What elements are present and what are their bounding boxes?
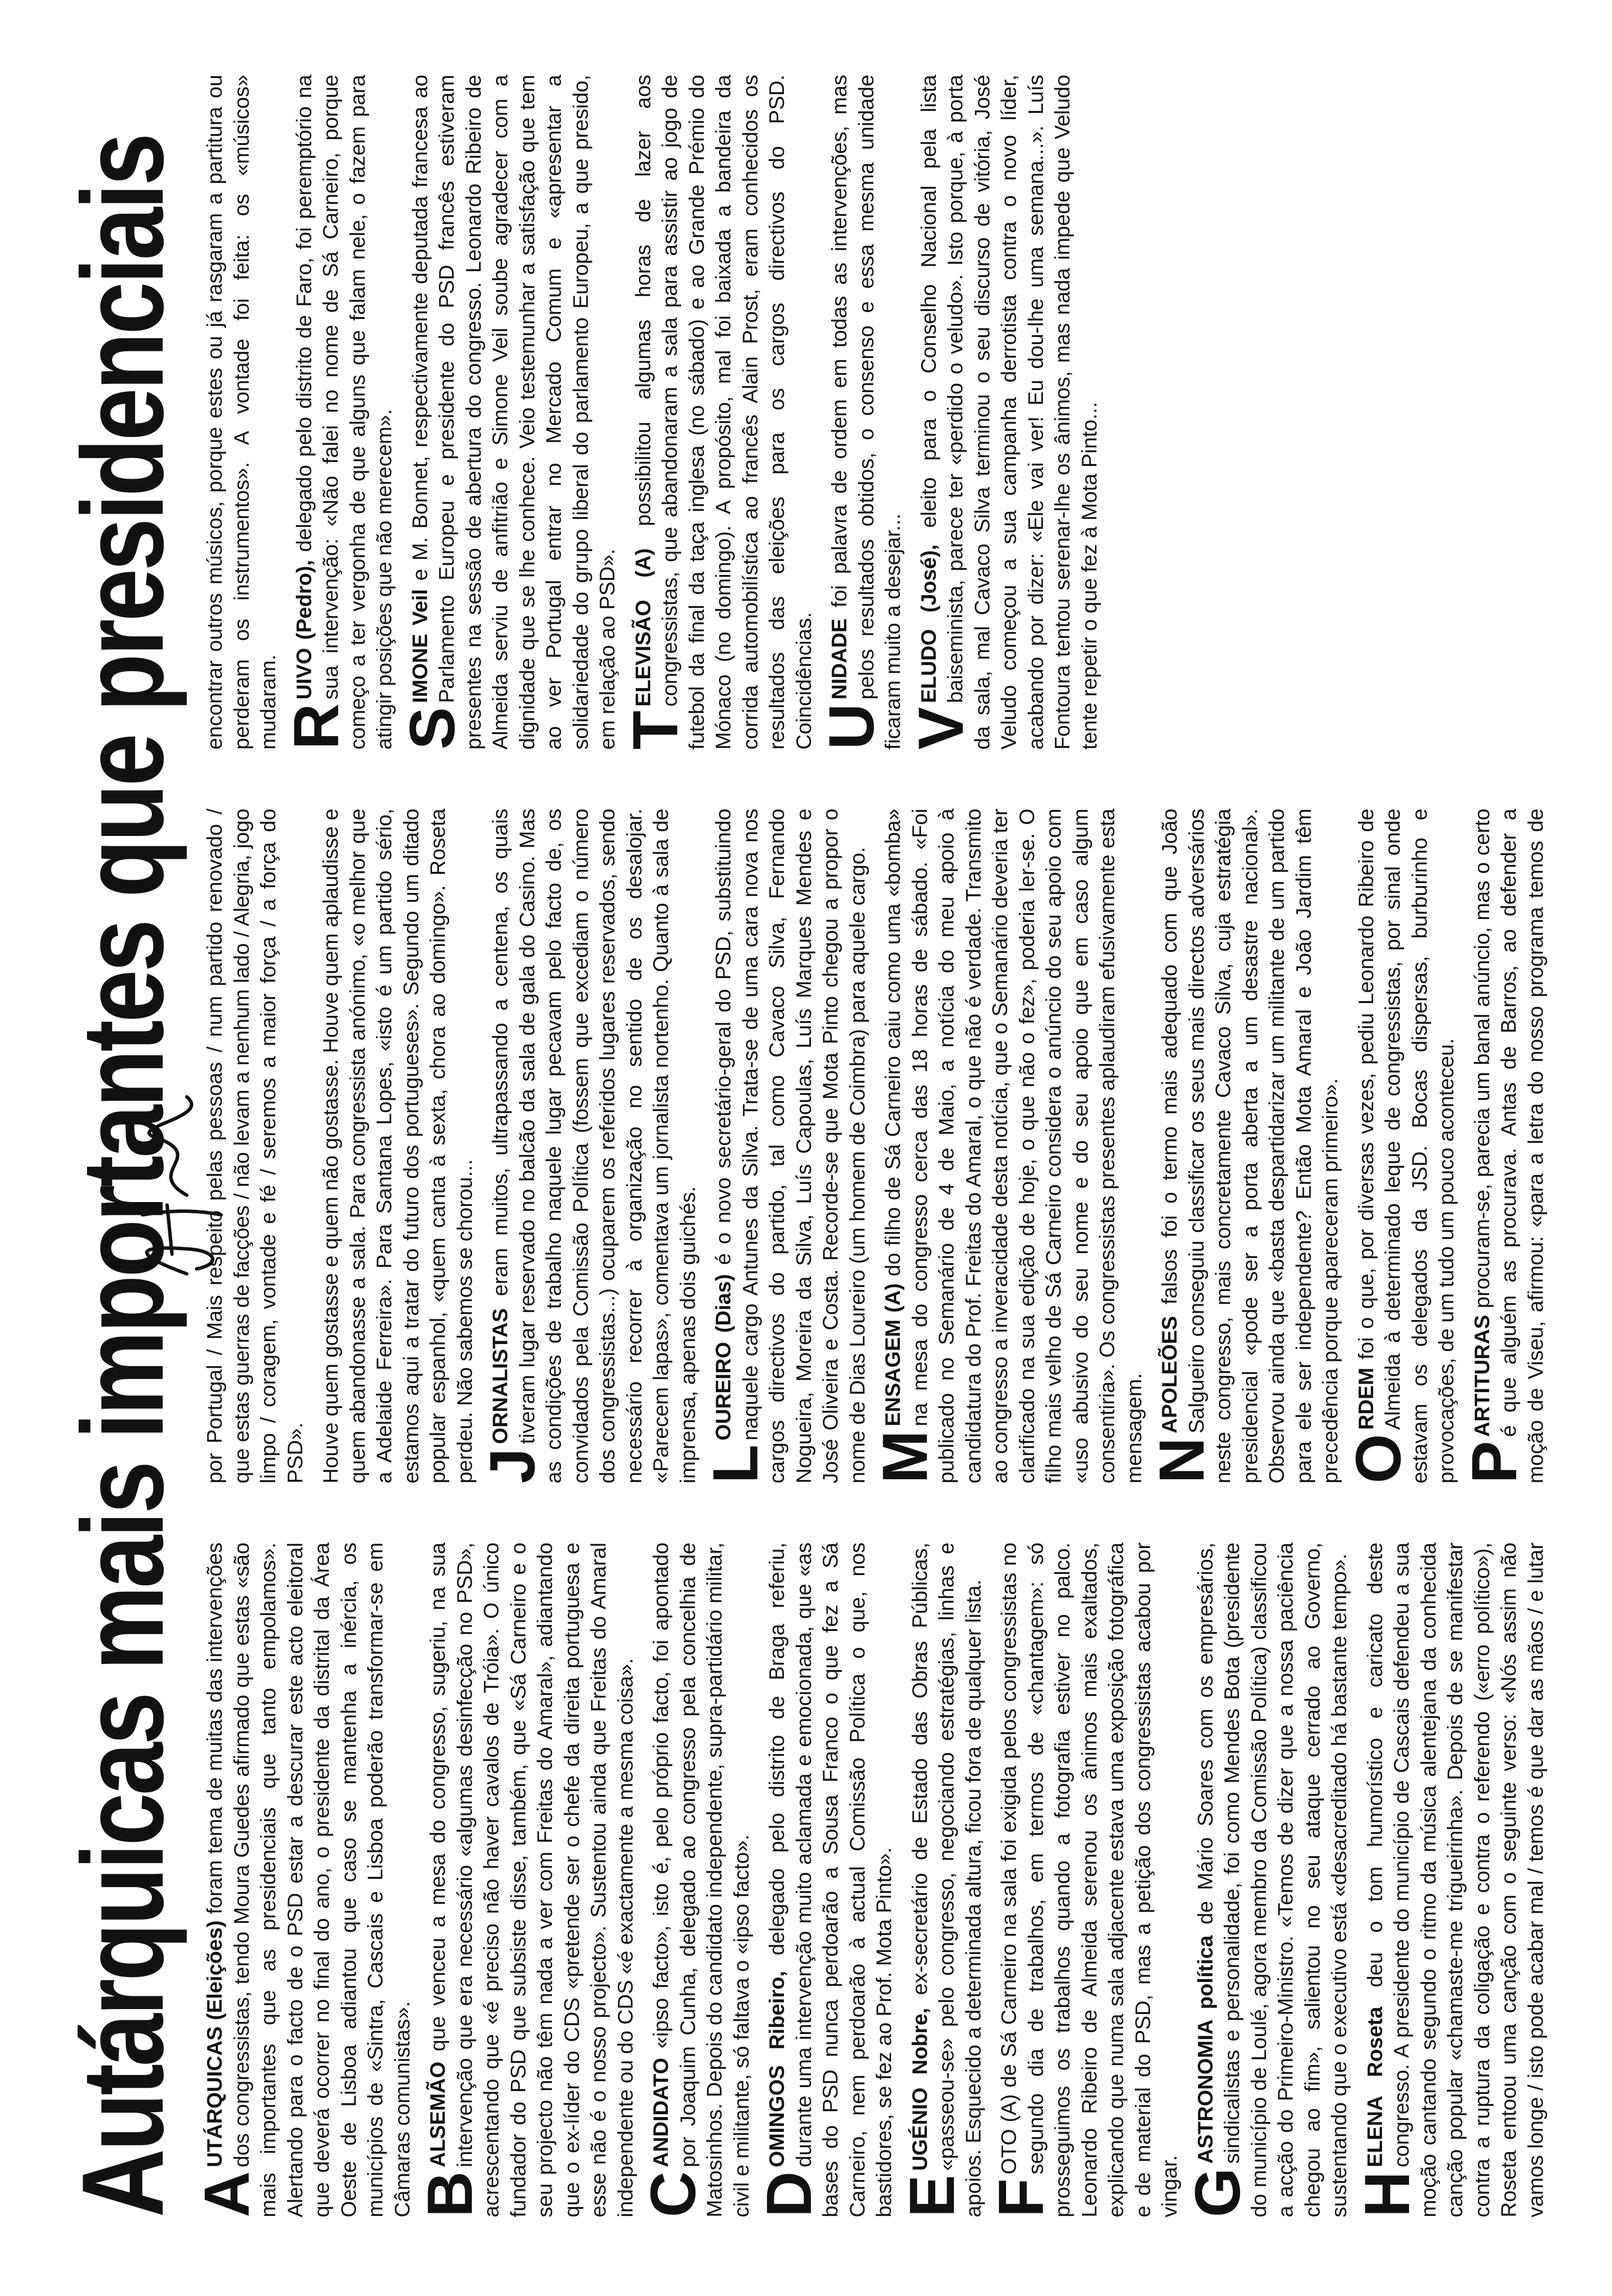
entry-keyword: ASTRONOMIA política	[1193, 1935, 1217, 2164]
entry-keyword: ELENA Roseta	[1363, 2007, 1387, 2168]
article-entry	[280, 75, 398, 750]
drop-cap: J	[476, 1448, 548, 1484]
entry-keyword: NIDADE	[828, 618, 851, 700]
article-entry	[985, 1542, 1183, 2217]
article-entry	[699, 808, 871, 1484]
drop-cap: S	[396, 707, 468, 750]
drop-cap: L	[699, 1444, 771, 1484]
drop-cap: E	[895, 2175, 968, 2217]
entry-text: ex-secretário de Estado das Obras Públicas, «passeou-se» pelo congresso, negociando estratégias, linhas e apoios. Esquecido a determinada altura, ficou fora de qualquer lista.	[908, 1542, 985, 2217]
entry-text: procuram-se, parecia um banal anúncio, mas o certo é que alguém as procurava. Antas de Barros, ao defender a moção de Viseu, afirmou: «para a letra do nosso programa temos de encontrar outros músicos, porque estes ou já rasgaram a partitura ou perderam os instrumentos». A vontade foi feita: os «músicos» mudaram.	[203, 75, 1548, 1484]
drop-cap: H	[1351, 2171, 1423, 2217]
entry-text: Houve quem gostasse e quem não gostasse. Houve quem aplaudisse e quem abandonasse a sala. Para congressista anónimo, «o melhor que a Adelaide Ferreira». Para Santana Lopes, «isto é um partido sério, estamos aqui a tratar do futuro dos portugueses». Segundo um ditado popular espanhol, «quem canta à sexta, chora ao domingo». Roseta perdeu. Não sabemos se chorou...	[319, 808, 477, 1484]
entry-keyword: ORNALISTAS	[489, 1308, 512, 1444]
article-entry	[619, 75, 818, 750]
drop-cap: C	[637, 2171, 709, 2217]
entry-text: delegado pelo distrito de Braga referiu, durante uma intervenção muito aclamada e emocionada, que «as bases do PSD nunca perdoarão a Sousa Franco o que fez a Sá Carneiro, nem perdoarão à actual Comissão Política o que, nos bastidores, se fez ao Prof. Mota Pinto».	[765, 1542, 896, 2217]
article-entry	[895, 1542, 987, 2217]
entry-text: foi o que, por diversas vezes, pediu Leonardo Ribeiro de Almeida à determinado leque de congressistas, por sinal onde estavam os delegados da JSD. Bocas dispersas, burburinho e provocações, de um tudo um pouco aconteceu.	[1354, 808, 1458, 1484]
drop-cap: O	[1342, 1434, 1414, 1484]
entry-keyword: RDEM	[1354, 1367, 1378, 1430]
article-entry	[637, 1542, 755, 2217]
drop-cap: T	[619, 710, 691, 750]
entry-text: de Mário Soares com os empresários, sindicalistas e personalidade, foi como Mendes Bota (presidente do município de Loulé, agora membro da Comissão Política) classificou a acção do Primeiro-Ministro. «Temos de dizer que a nossa paciência chegou ao fim», salientou no seu ataque cerrado ao Governo, sustentando que o executivo está «desacreditado há bastante tempo».	[1193, 1542, 1351, 2217]
entry-text: delegado pelo distrito de Faro, foi peremptório na sua intervenção: «Não falei no nome de Sá Carneiro, porque começo a ter vergonha de que alguns que falam nele, o fazem para atingir posições que não merecem».	[292, 75, 396, 750]
entry-text: possibilitou algumas horas de lazer aos congressistas, que abandonaram a sala para assistir ao jogo de futebol da final da taça inglesa (no sábado) e ao Grande Prémio do Mónaco (no domingo). A propósito, mal foi baixada a bandeira da corrida automobilística ao francês Alain Prost, eram conhecidos os resultados das eleições para os cargos directivos do PSD. Coincidências.	[631, 75, 816, 750]
article-entry	[317, 808, 478, 1483]
drop-cap: F	[985, 2178, 1057, 2217]
drop-cap: N	[1146, 1437, 1217, 1484]
drop-cap: A	[191, 2171, 262, 2217]
drop-cap: P	[1458, 1440, 1530, 1484]
article-columns	[191, 75, 1558, 2217]
drop-cap: B	[414, 2171, 486, 2217]
entry-text: falsos foi o termo mais adequado com que João Salgueiro conseguiu classificar os seus mais directos adversários neste congresso, mais concretamente Cavaco Silva, cuja estratégia presidencial «pode ser a porta aberta a um desastre nacional». Observou ainda que «basta despartidarizar um militante de um partido para ele ser independente? Então Mota Amaral e João Jardim têm precedência porque apareceram primeiro».	[1158, 808, 1342, 1484]
entry-text: eleito para o Conselho Nacional pela lista baiseminista, parece ter «perdido o veludo». Isto porque, à porta da sala, mal Cavaco Silva terminou o seu discurso de vitória, José Veludo começou a sua campanha derrotista contra o novo líder, acabando por dizer: «Ele vai ver! Eu dou-lhe uma semana...». Luís Fontoura tentou serenar-lhe os ânimos, mas nada impede que Veludo tente repetir o que fez à Mota Pinto...	[917, 75, 1101, 750]
article-entry	[904, 75, 1103, 750]
drop-cap: R	[280, 703, 352, 750]
article-entry	[191, 1542, 416, 2217]
article-entry	[869, 808, 1148, 1484]
entry-keyword: ELUDO (José),	[917, 544, 941, 703]
drop-cap: V	[904, 707, 977, 750]
entry-keyword: ANDIDATO	[649, 2058, 673, 2168]
entry-keyword: IMONE Veil	[408, 589, 432, 703]
article-entry	[396, 75, 621, 750]
entry-text: do filho de Sá Carneiro caiu como uma «bomba» na mesa do congresso cerca das 18 horas de sábado. «Foi publicado no Semanário de 4 de Maio, a notícia do meu apoio à candidatura do Prof. Freitas do Amaral, o que não é verdade. Transmito ao congresso a inveracidade desta notícia, que o Semanário deveria ter clarificado na sua edição de hoje, o que não o fez», poderia ler-se. O filho mais velho de Sá Carneiro considera o anúncio do seu apoio com «uso abusivo do seu nome e do seu apoio que em caso algum consentiria». Os congressistas presentes aplaudiram efusivamente esta mensagem.	[881, 808, 1146, 1484]
entry-text: OTO (A) de Sá Carneiro na sala foi exigida pelos congressistas no segundo dia de trabalhos, em termos de «chantagem»: só prosseguimos os trabalhos quando a fotografia estiver no palco. Leonardo Ribeiro de Almeida serenou os ânimos mais exaltados, explicando que numa sala adjacente estava uma exposição fotográfica e de material do PSD, mas a petição dos congressistas acabou por vingar.	[997, 1542, 1181, 2217]
article-entry	[753, 1542, 898, 2217]
entry-text: foi palavra de ordem em todas as intervenções, mas pelos resultados obtidos, o consenso e essa mesma unidade ficaram muito a desejar...	[828, 75, 905, 750]
entry-keyword: ELEVISÃO (A)	[631, 548, 655, 707]
entry-keyword: ARTITURAS	[1470, 1315, 1494, 1437]
article-entry	[1342, 808, 1460, 1484]
article-entry	[1181, 1542, 1353, 2217]
drop-cap: M	[869, 1430, 941, 1484]
headline: Autárquicas mais importantes que presidenciais	[58, 135, 188, 2217]
article-entry	[815, 75, 907, 750]
entry-keyword: UIVO (Pedro),	[292, 560, 316, 700]
entry-keyword: ALSEMÃO	[426, 2062, 450, 2168]
drop-cap: G	[1181, 2167, 1253, 2217]
entry-keyword: OUREIRO (Dias)	[712, 1274, 735, 1441]
entry-text: é o novo secretário-geral do PSD, substituindo naquele cargo Antunes da Silva. Trata-se de uma cara nova nos cargos directivos do partido, tal como Cavaco Silva, Fernando Nogueira, Moreira da Silva, Luís Capoulas, Luís Marques Mendes e José Oliveira e Costa. Recorde-se que Mota Pinto chegou a propor o nome de Dias Loureiro (um homem de Coimbra) para aquele cargo.	[712, 808, 869, 1484]
entry-keyword: OMINGOS Ribeiro,	[765, 1971, 789, 2168]
entry-text: foram tema de muitas das intervenções dos congressistas, tendo Moura Guedes afirmado que estas «são mais importantes que as presidenciais que tanto empolamos». Alertando para o facto de o PSD estar a descurar este acto eleitoral que deverá ocorrer no final do ano, o presidente da distrital da Área Oeste de Lisboa adiantou que caso se mantenha a inércia, os municípios de «Sintra, Cascais e Lisboa poderão transformar-se em Câmaras comunistas».	[203, 1542, 414, 2217]
drop-cap: U	[815, 703, 887, 750]
entry-text: que venceu a mesa do congresso, sugeriu, na sua intervenção que era necessário «algumas desinfecção no PSD», acrescentando que «é preciso não haver cavalos de Tróia». O único fundador do PSD que subsiste disse, também, que «Sá Carneiro e o seu projecto não têm nada a ver com Freitas do Amaral», adiantando que o ex-líder do CDS «pretende ser o chefe da direita portuguesa e esse não é o nosso projecto». Sustentou ainda que Freitas do Amaral independente ou do CDS «é exactamente a mesma coisa».	[426, 1542, 637, 2217]
entry-text: «ipso facto», isto é, pelo próprio facto, foi apontado por Joaquim Cunha, delegado ao congresso pela concelhia de Matosinhos. Depois do candidato independente, supra-partidário militar, civil e militante, só faltava o «ipso facto».	[649, 1542, 753, 2217]
entry-keyword: UTÁRQUICAS (Eleições)	[203, 1920, 227, 2168]
entry-keyword: UGÉNIO Nobre,	[908, 2008, 932, 2171]
entry-keyword: ENSAGEM (A)	[881, 1283, 905, 1427]
article-entry	[414, 1542, 639, 2217]
entry-text: eram muitos, ultrapassando a centena, os quais tiveram lugar reservado no balcão da sala de gala do Casino. Mas as condições de trabalho naquele lugar pecavam pelo facto de, os convidados pela Comissão Política (fossem que excediam o número dos congressistas...) ocuparem os referidos lugares reservados, sendo necessário recorrer à organização no sentido de os desalojar. «Parecem lapas», comentava um jornalista nortenho. Quanto à sala de imprensa, apenas dois guichés.	[489, 808, 700, 1484]
entry-keyword: APOLEÕES	[1158, 1316, 1181, 1434]
entry-text: e M. Bonnet, respectivamente deputada francesa ao Parlamento Europeu e presidente do PSD francês estiveram presentes na sessão de abertura do congresso. Leonardo Ribeiro de Almeida serviu de anfitrião e Simone Veil soube agradecer com a dignidade que se lhe conhece. Veio testemunhar a satisfação que tem ao ver Portugal entrar no Mercado Comum e «apresentar a solidariedade do grupo liberal do parlamento Europeu, a que presido, em relação ao PSD».	[408, 75, 619, 750]
article-entry	[1146, 808, 1344, 1484]
drop-cap: D	[753, 2171, 825, 2217]
article-entry	[476, 808, 701, 1484]
entry-text: deu o tom humorístico e caricato deste congresso. A presidente do município de Cascais defendeu a sua moção cantando segundo o ritmo da música alentejana da conhecida canção popular «chamaste-me trigueirinha». Depois de se manifestar contra a ruptura da coligação e contra o referendo («erro político»), Roseta entoou uma canção com o seguinte verso: «Nós assim não vamos longe / isto pode acabar mal / temos é que dar as mãos / e lutar por Portugal / Mais respeito pelas pessoas / num partido renovado / que estas guerras de facções / não levam a nenhum lado / Alegria, jogo limpo / coragem, vontade e fé / seremos a maior força / a força do PSD».	[203, 808, 1548, 2217]
